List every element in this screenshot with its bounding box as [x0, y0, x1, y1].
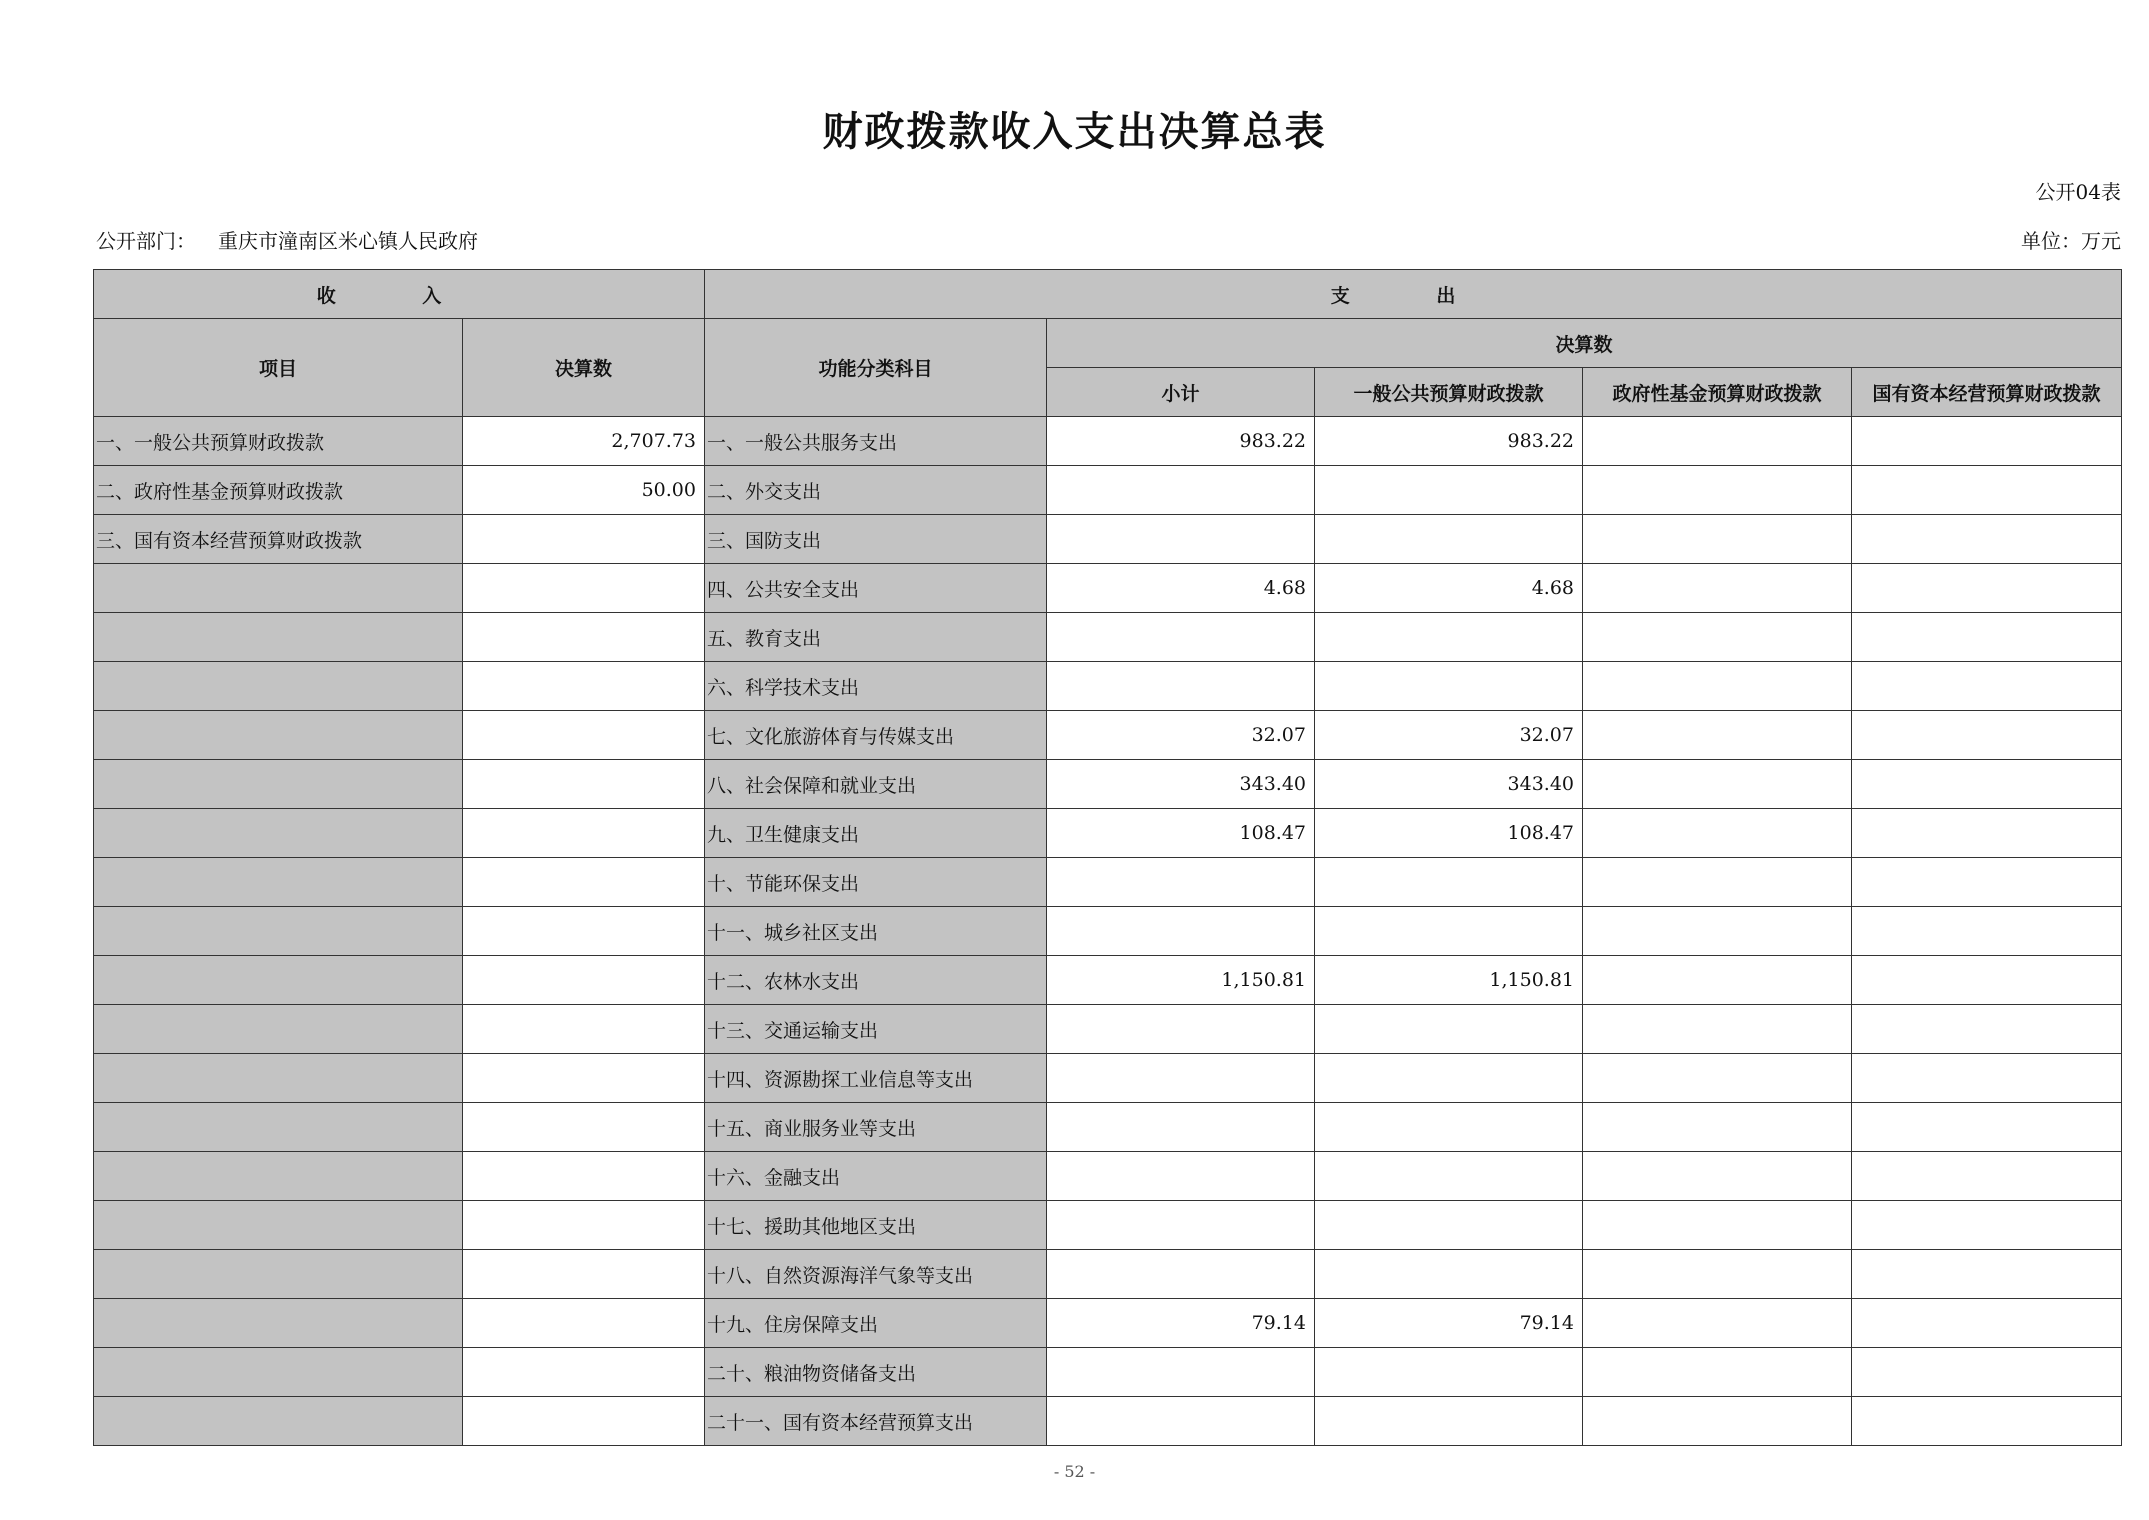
income-amount-cell — [463, 1152, 705, 1201]
function-category-header: 功能分类科目 — [705, 319, 1047, 417]
subtotal-cell — [1047, 858, 1315, 907]
form-code: 公开04表 — [2035, 180, 2121, 204]
expense-item-cell: 六、科学技术支出 — [705, 662, 1047, 711]
income-item-cell — [94, 564, 463, 613]
general-public-cell: 1,150.81 — [1315, 956, 1583, 1005]
general-public-cell — [1315, 466, 1583, 515]
income-item-cell — [94, 1299, 463, 1348]
income-item-cell — [94, 711, 463, 760]
subtotal-cell — [1047, 1201, 1315, 1250]
income-amount-cell — [463, 809, 705, 858]
general-public-cell — [1315, 515, 1583, 564]
gov-fund-cell — [1583, 907, 1852, 956]
state-capital-cell — [1852, 613, 2122, 662]
state-capital-cell — [1852, 1054, 2122, 1103]
income-item-cell — [94, 1201, 463, 1250]
table-row — [94, 1005, 2122, 1054]
gov-fund-cell — [1583, 466, 1852, 515]
table-row — [94, 564, 2122, 613]
table-row — [94, 809, 2122, 858]
subtotal-cell — [1047, 1054, 1315, 1103]
income-item-cell — [94, 809, 463, 858]
general-public-cell — [1315, 1103, 1583, 1152]
table-row — [94, 858, 2122, 907]
income-amount-cell — [463, 858, 705, 907]
gov-fund-cell — [1583, 858, 1852, 907]
final-amount-header: 决算数 — [1047, 319, 2122, 368]
department-label: 公开部门： — [96, 229, 196, 253]
table-row — [94, 515, 2122, 564]
expense-item-cell: 十七、援助其他地区支出 — [705, 1201, 1047, 1250]
subtotal-cell — [1047, 662, 1315, 711]
table-row — [94, 760, 2122, 809]
general-public-cell — [1315, 1397, 1583, 1446]
gov-fund-cell — [1583, 564, 1852, 613]
state-capital-header: 国有资本经营预算财政拨款 — [1852, 368, 2122, 417]
expense-item-cell: 十八、自然资源海洋气象等支出 — [705, 1250, 1047, 1299]
income-amount-cell — [463, 662, 705, 711]
state-capital-cell — [1852, 515, 2122, 564]
page-title: 财政拨款收入支出决算总表 — [822, 108, 1327, 155]
general-public-cell — [1315, 662, 1583, 711]
gov-fund-cell — [1583, 956, 1852, 1005]
table-row — [94, 1250, 2122, 1299]
income-item-cell — [94, 1397, 463, 1446]
general-public-cell — [1315, 858, 1583, 907]
income-amount-cell — [463, 760, 705, 809]
gov-fund-cell — [1583, 1299, 1852, 1348]
state-capital-cell — [1852, 564, 2122, 613]
subtotal-cell — [1047, 1103, 1315, 1152]
subtotal-cell — [1047, 1152, 1315, 1201]
income-amount-cell — [463, 1103, 705, 1152]
subtotal-cell: 32.07 — [1047, 711, 1315, 760]
subtotal-cell — [1047, 1348, 1315, 1397]
general-public-cell: 343.40 — [1315, 760, 1583, 809]
subtotal-cell: 79.14 — [1047, 1299, 1315, 1348]
state-capital-cell — [1852, 1152, 2122, 1201]
state-capital-cell — [1852, 662, 2122, 711]
state-capital-cell — [1852, 1005, 2122, 1054]
gov-fund-cell — [1583, 613, 1852, 662]
expense-item-cell: 二、外交支出 — [705, 466, 1047, 515]
expense-item-cell: 四、公共安全支出 — [705, 564, 1047, 613]
income-amount-cell — [463, 1005, 705, 1054]
table-row — [94, 956, 2122, 1005]
general-public-cell: 32.07 — [1315, 711, 1583, 760]
department — [96, 225, 478, 254]
state-capital-cell — [1852, 1348, 2122, 1397]
subtotal-header: 小计 — [1047, 368, 1315, 417]
gov-fund-cell — [1583, 1103, 1852, 1152]
subtotal-cell — [1047, 466, 1315, 515]
state-capital-cell — [1852, 1299, 2122, 1348]
gov-fund-cell — [1583, 417, 1852, 466]
income-amount-cell: 2,707.73 — [463, 417, 705, 466]
income-item-cell — [94, 1054, 463, 1103]
gov-fund-cell — [1583, 711, 1852, 760]
general-public-cell: 4.68 — [1315, 564, 1583, 613]
income-item-cell — [94, 1152, 463, 1201]
general-public-cell — [1315, 613, 1583, 662]
expense-item-cell: 十三、交通运输支出 — [705, 1005, 1047, 1054]
state-capital-cell — [1852, 760, 2122, 809]
table-row — [94, 907, 2122, 956]
expense-header: 支 出 — [705, 270, 2122, 319]
income-amount-cell — [463, 1299, 705, 1348]
gov-fund-cell — [1583, 1250, 1852, 1299]
state-capital-cell — [1852, 1103, 2122, 1152]
gov-fund-cell — [1583, 1397, 1852, 1446]
general-public-cell — [1315, 1348, 1583, 1397]
expense-item-cell: 九、卫生健康支出 — [705, 809, 1047, 858]
income-amount-cell — [463, 711, 705, 760]
budget-table — [93, 269, 2122, 1446]
general-public-cell — [1315, 1152, 1583, 1201]
income-amount-cell — [463, 564, 705, 613]
income-item-cell — [94, 1348, 463, 1397]
amount-header: 决算数 — [463, 319, 705, 417]
state-capital-cell — [1852, 858, 2122, 907]
expense-item-cell: 五、教育支出 — [705, 613, 1047, 662]
subtotal-cell: 343.40 — [1047, 760, 1315, 809]
income-amount-cell — [463, 1250, 705, 1299]
expense-item-cell: 二十、粮油物资储备支出 — [705, 1348, 1047, 1397]
subtotal-cell — [1047, 907, 1315, 956]
unit-label: 单位：万元 — [2021, 229, 2121, 253]
header-row-1 — [94, 270, 2122, 319]
income-amount-cell — [463, 1201, 705, 1250]
gov-fund-cell — [1583, 1054, 1852, 1103]
expense-item-cell: 三、国防支出 — [705, 515, 1047, 564]
income-amount-cell — [463, 956, 705, 1005]
gov-fund-header: 政府性基金预算财政拨款 — [1583, 368, 1852, 417]
expense-item-cell: 十四、资源勘探工业信息等支出 — [705, 1054, 1047, 1103]
gov-fund-cell — [1583, 1201, 1852, 1250]
income-item-cell — [94, 1103, 463, 1152]
general-public-cell: 983.22 — [1315, 417, 1583, 466]
gov-fund-cell — [1583, 1005, 1852, 1054]
subtotal-cell — [1047, 1397, 1315, 1446]
gov-fund-cell — [1583, 760, 1852, 809]
department-name: 重庆市潼南区米心镇人民政府 — [218, 229, 478, 253]
general-public-cell — [1315, 1005, 1583, 1054]
gov-fund-cell — [1583, 1348, 1852, 1397]
state-capital-cell — [1852, 809, 2122, 858]
state-capital-cell — [1852, 711, 2122, 760]
income-item-cell: 一、一般公共预算财政拨款 — [94, 417, 463, 466]
income-amount-cell — [463, 1397, 705, 1446]
gov-fund-cell — [1583, 515, 1852, 564]
expense-item-cell: 一、一般公共服务支出 — [705, 417, 1047, 466]
expense-item-cell: 二十一、国有资本经营预算支出 — [705, 1397, 1047, 1446]
table-row — [94, 711, 2122, 760]
income-item-cell — [94, 760, 463, 809]
income-item-cell — [94, 1250, 463, 1299]
income-amount-cell — [463, 1348, 705, 1397]
subtotal-cell — [1047, 1005, 1315, 1054]
income-header: 收 入 — [94, 270, 705, 319]
table-row — [94, 1054, 2122, 1103]
page-number: - 52 - — [1053, 1462, 1096, 1481]
income-item-cell: 三、国有资本经营预算财政拨款 — [94, 515, 463, 564]
table-row — [94, 1152, 2122, 1201]
table-row — [94, 1201, 2122, 1250]
gov-fund-cell — [1583, 1152, 1852, 1201]
gov-fund-cell — [1583, 809, 1852, 858]
subtotal-cell: 108.47 — [1047, 809, 1315, 858]
income-item-cell — [94, 956, 463, 1005]
income-amount-cell: 50.00 — [463, 466, 705, 515]
table-row — [94, 1299, 2122, 1348]
general-public-header: 一般公共预算财政拨款 — [1315, 368, 1583, 417]
general-public-cell — [1315, 1201, 1583, 1250]
income-item-cell — [94, 662, 463, 711]
state-capital-cell — [1852, 907, 2122, 956]
income-item-cell: 二、政府性基金预算财政拨款 — [94, 466, 463, 515]
expense-item-cell: 十六、金融支出 — [705, 1152, 1047, 1201]
general-public-cell — [1315, 1054, 1583, 1103]
income-item-cell — [94, 858, 463, 907]
state-capital-cell — [1852, 466, 2122, 515]
state-capital-cell — [1852, 417, 2122, 466]
income-amount-cell — [463, 1054, 705, 1103]
expense-item-cell: 十、节能环保支出 — [705, 858, 1047, 907]
general-public-cell: 79.14 — [1315, 1299, 1583, 1348]
expense-item-cell: 十一、城乡社区支出 — [705, 907, 1047, 956]
table-row — [94, 417, 2122, 466]
table-row — [94, 1348, 2122, 1397]
table-row — [94, 466, 2122, 515]
state-capital-cell — [1852, 956, 2122, 1005]
state-capital-cell — [1852, 1201, 2122, 1250]
state-capital-cell — [1852, 1250, 2122, 1299]
expense-item-cell: 八、社会保障和就业支出 — [705, 760, 1047, 809]
subtotal-cell: 983.22 — [1047, 417, 1315, 466]
gov-fund-cell — [1583, 662, 1852, 711]
header-row-2 — [94, 319, 2122, 368]
table-row — [94, 1103, 2122, 1152]
subtotal-cell — [1047, 1250, 1315, 1299]
general-public-cell — [1315, 1250, 1583, 1299]
table-row — [94, 1397, 2122, 1446]
income-item-cell — [94, 907, 463, 956]
income-item-cell — [94, 1005, 463, 1054]
expense-item-cell: 十五、商业服务业等支出 — [705, 1103, 1047, 1152]
income-amount-cell — [463, 515, 705, 564]
income-item-cell — [94, 613, 463, 662]
general-public-cell — [1315, 907, 1583, 956]
item-header: 项目 — [94, 319, 463, 417]
state-capital-cell — [1852, 1397, 2122, 1446]
table-row — [94, 613, 2122, 662]
income-amount-cell — [463, 907, 705, 956]
expense-item-cell: 十九、住房保障支出 — [705, 1299, 1047, 1348]
income-amount-cell — [463, 613, 705, 662]
expense-item-cell: 七、文化旅游体育与传媒支出 — [705, 711, 1047, 760]
subtotal-cell — [1047, 613, 1315, 662]
expense-item-cell: 十二、农林水支出 — [705, 956, 1047, 1005]
subtotal-cell: 1,150.81 — [1047, 956, 1315, 1005]
subtotal-cell: 4.68 — [1047, 564, 1315, 613]
table-row — [94, 662, 2122, 711]
subtotal-cell — [1047, 515, 1315, 564]
general-public-cell: 108.47 — [1315, 809, 1583, 858]
